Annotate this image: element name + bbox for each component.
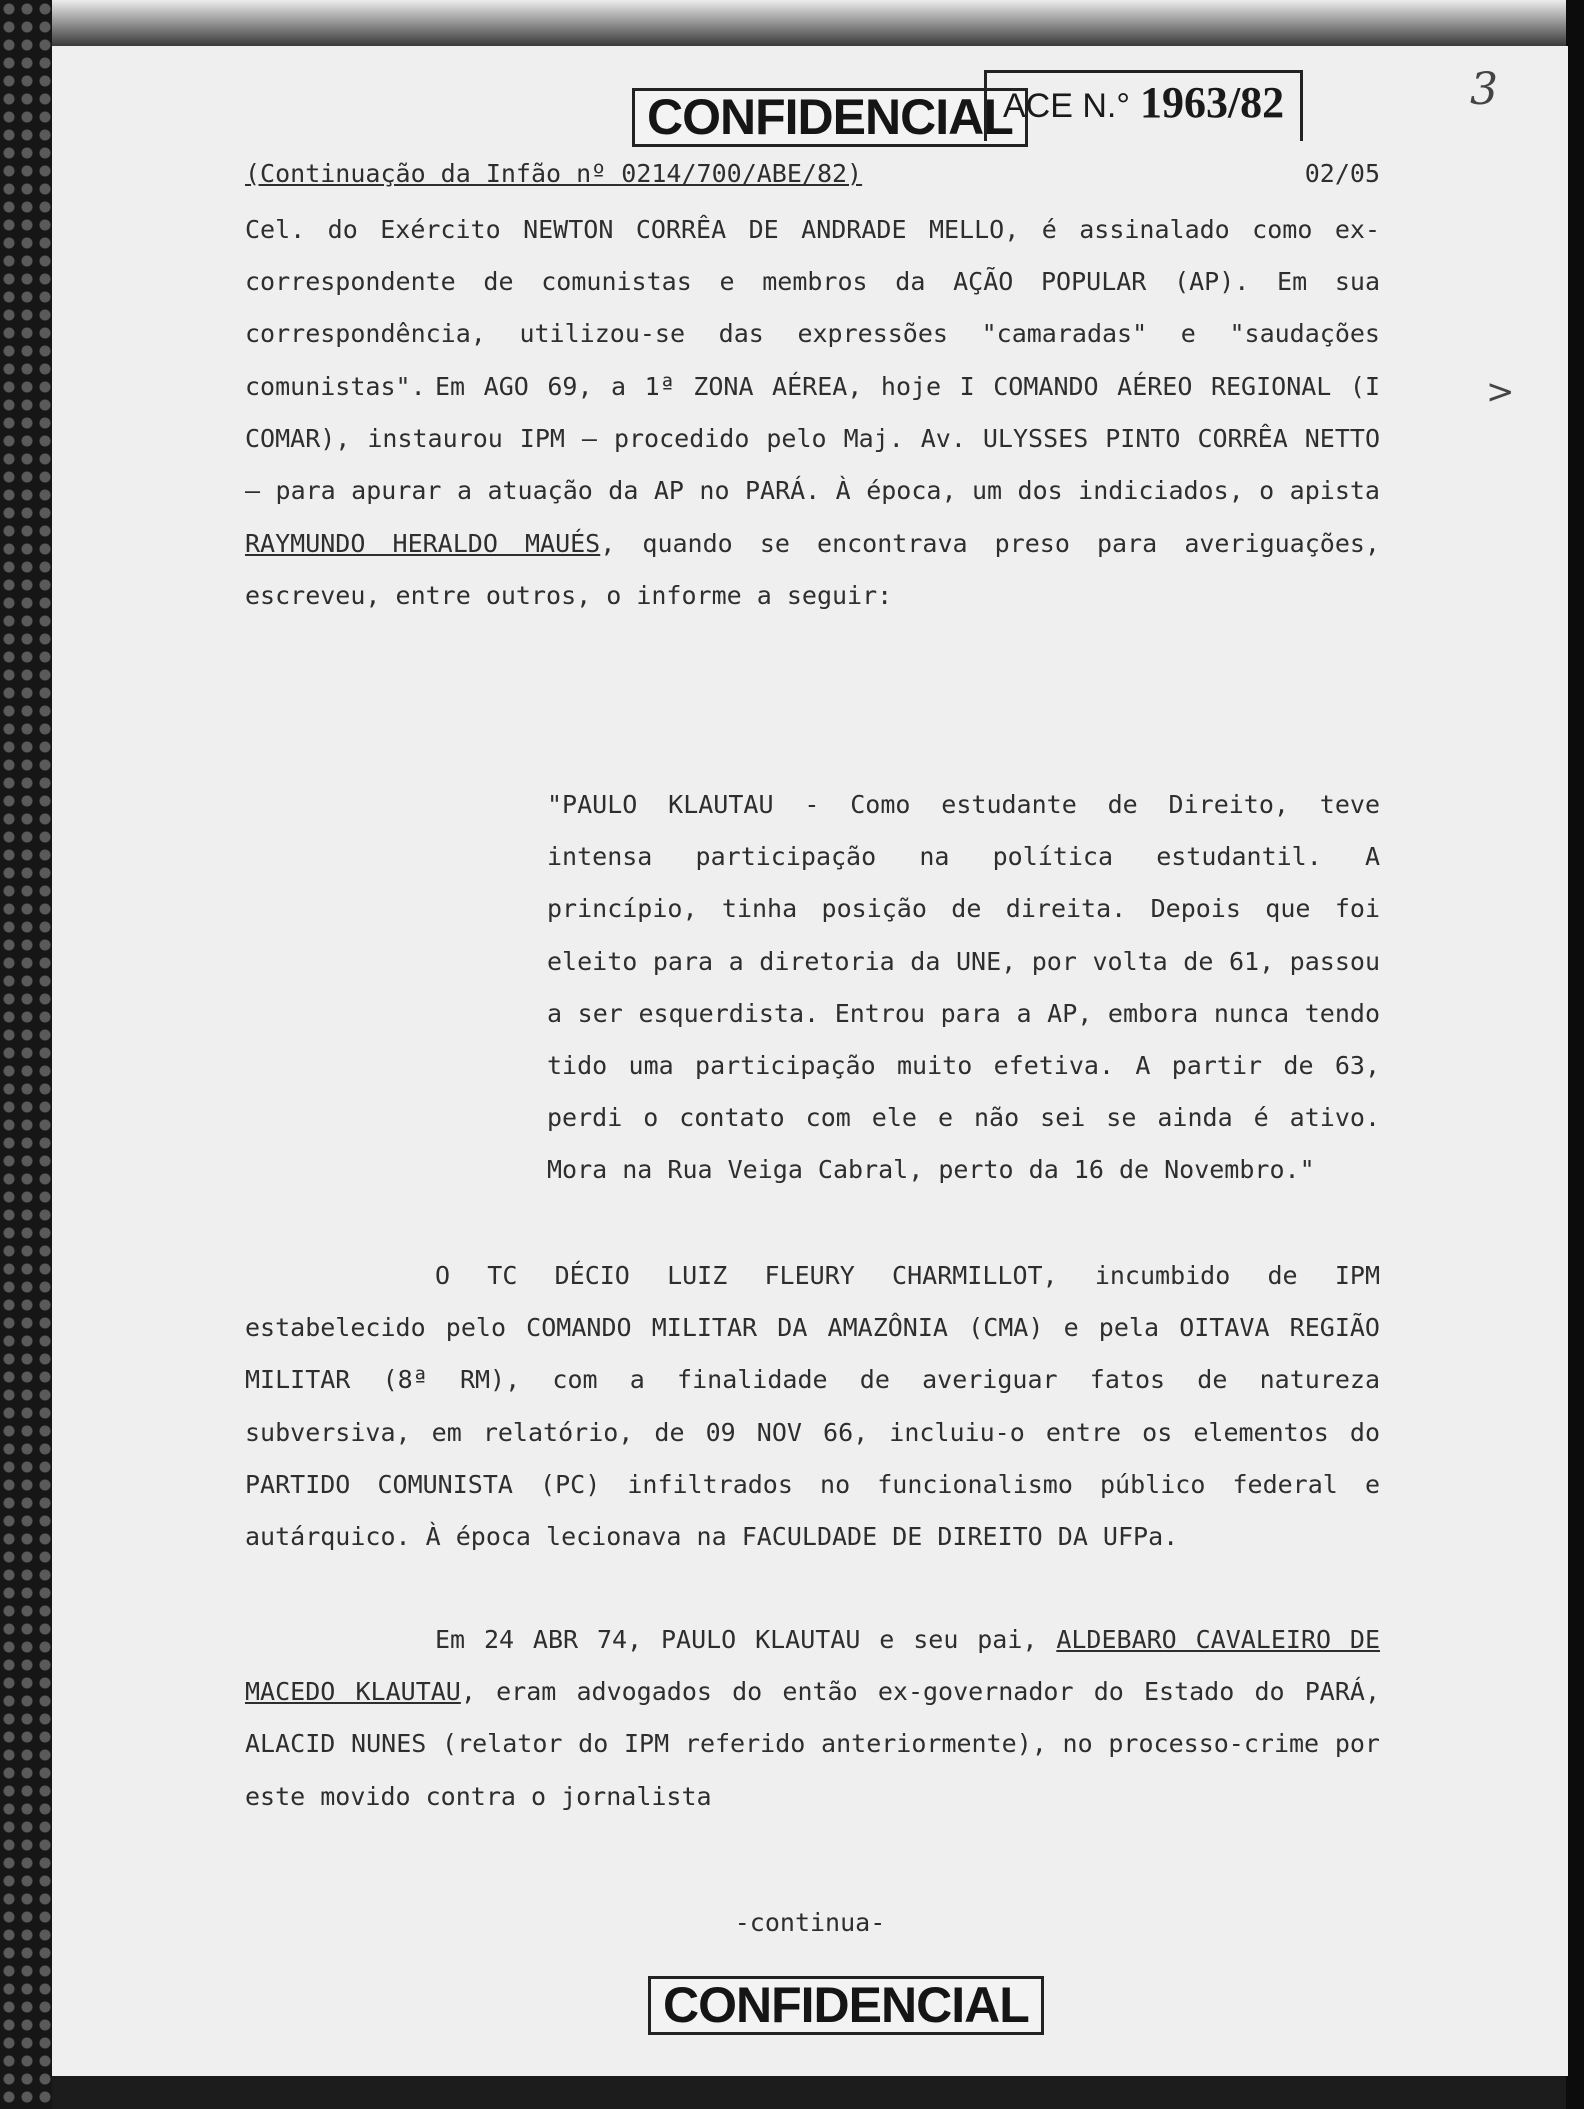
continuation-header (245, 156, 1380, 192)
paragraph-2 (245, 361, 1380, 622)
paragraph-2-text-b: , quando se encontrava preso para averiguações, escreveu, entre outros, o informe a seguir: (245, 528, 1380, 610)
ace-label: ACE N.° (1003, 87, 1130, 125)
scan-binding-holes (0, 0, 52, 2109)
underlined-name-maues: RAYMUNDO HERALDO MAUÉS (245, 528, 601, 558)
paragraph-2-text-a: Em AGO 69, a 1ª ZONA AÉREA, hoje I COMANDO AÉREO REGIONAL (I COMAR), instaurou IPM — procedido pelo Maj. Av. ULYSSES PINTO CORRÊA NETTO — para apurar a atuação da AP no PARÁ. À época, um dos indiciados, o apista (245, 372, 1380, 506)
paragraph-3: O TC DÉCIO LUIZ FLEURY CHARMILLOT, incumbido de IPM estabelecido pelo COMANDO MILITAR DA AMAZÔNIA (CMA) e pela OITAVA REGIÃO MILITAR (8ª RM), com a finalidade de averiguar fatos de natureza subversiva, em relatório, de 09 NOV 66, incluiu-o entre os elementos do PARTIDO COMUNISTA (PC) infiltrados no funcionalismo público federal e autárquico. À época lecionava na FACULDADE DE DIREITO DA UFPa. (245, 1261, 1380, 1552)
handwritten-page-number: 3 (1470, 64, 1498, 115)
confidential-stamp-bottom: CONFIDENCIAL (648, 1976, 1044, 2035)
handwritten-margin-mark: > (1486, 372, 1515, 412)
continued-marker: -continua- (734, 1908, 886, 1937)
document-page (52, 46, 1568, 2076)
quoted-report: "PAULO KLAUTAU - Como estudante de Direito, teve intensa participação na política estudantil. A princípio, tinha posição de direita. Depois que foi eleito para a diretoria da UNE, por volta de 61, passou a ser esquerdista. Entrou para a AP, embora nunca tendo tido uma participação muito efetiva. A partir de 63, perdi o contato com ele e não sei se ainda é ativo. Mora na Rua Veiga Cabral, perto da 16 de Novembro." (547, 790, 1380, 1185)
paragraph-4 (245, 1614, 1380, 1823)
ace-number: 1963/82 (1139, 78, 1285, 127)
ace-number-box (984, 70, 1303, 141)
scan-top-edge (0, 0, 1584, 50)
underlined-name-aldebaro: ALDEBARO CAVALEIRO DE MACEDO KLAUTAU (245, 1625, 1381, 1707)
page-number: 02/05 (1304, 159, 1380, 188)
paragraph-1: Cel. do Exército NEWTON CORRÊA DE ANDRADE MELLO, é assinalado como ex-correspondente de comunistas e membros da AÇÃO POPULAR (AP). Em sua correspondência, utilizou-se das expressões "camaradas" e "saudações comunistas". (245, 215, 1380, 401)
paragraph-4-text-a: Em 24 ABR 74, PAULO KLAUTAU e seu pai, (435, 1625, 1057, 1654)
scan-right-edge (1566, 0, 1584, 2109)
document-reference: (Continuação da Infão nº 0214/700/ABE/82) (245, 159, 863, 188)
confidential-stamp-top: CONFIDENCIAL (632, 88, 1028, 147)
paragraph-4-text-b: , eram advogados do então ex-governador do Estado do PARÁ, ALACID NUNES (relator do IPM referido anteriormente), no processo-crime por este movido contra o jornalista (245, 1677, 1381, 1811)
